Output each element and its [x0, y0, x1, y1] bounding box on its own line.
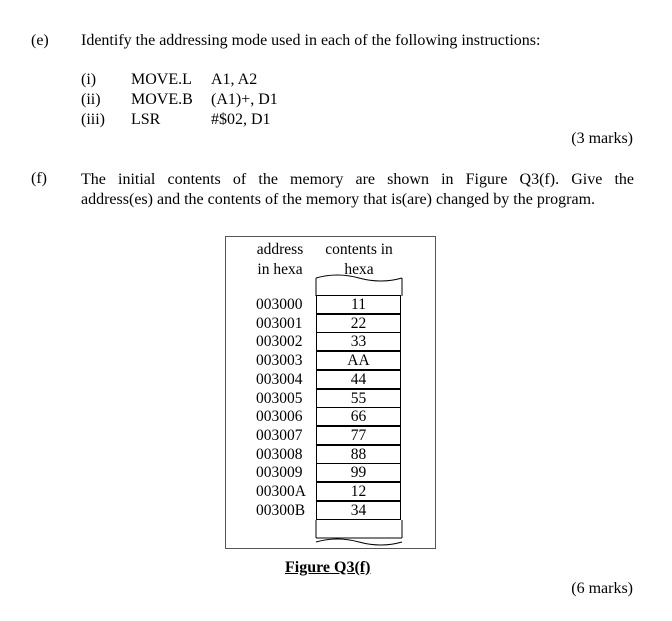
- memory-address: 003004: [256, 370, 303, 388]
- part-e-label: (e): [31, 32, 49, 49]
- instruction-opcode: MOVE.B: [131, 91, 193, 108]
- memory-address: 003006: [256, 408, 303, 426]
- instruction-number: (ii): [81, 91, 101, 108]
- memory-address: 003000: [256, 296, 303, 313]
- memory-cell: 11: [316, 295, 401, 314]
- header-line: in hexa: [257, 261, 303, 278]
- memory-cell: 22: [316, 314, 401, 333]
- memory-cell: 34: [316, 501, 401, 520]
- part-e-question: Identify the addressing mode used in each of the following instructions:: [81, 32, 541, 49]
- instruction-opcode: MOVE.L: [131, 71, 192, 88]
- memory-address: 003003: [256, 352, 303, 370]
- memory-cell: AA: [316, 351, 401, 370]
- memory-break-bottom: [315, 520, 403, 546]
- memory-cell: 66: [316, 407, 401, 426]
- memory-cell: 55: [316, 389, 401, 408]
- memory-address: 00300B: [256, 501, 306, 519]
- instruction-operands: #$02, D1: [211, 111, 271, 128]
- memory-cell: 77: [316, 426, 401, 445]
- memory-cell: 88: [316, 445, 401, 464]
- part-f-label: (f): [31, 170, 47, 187]
- memory-address: 00300A: [256, 483, 306, 500]
- memory-address: 003009: [256, 464, 303, 482]
- memory-cell: 12: [316, 482, 401, 501]
- memory-address: 003008: [256, 445, 303, 463]
- memory-address: 003007: [256, 426, 303, 444]
- instruction-number: (iii): [81, 111, 105, 128]
- memory-cell: 44: [316, 370, 401, 389]
- question-line: The initial contents of the memory are shown in Figure Q3(f). Give the: [81, 171, 634, 188]
- question-line: address(es) and the contents of the memory that is(are) changed by the program.: [81, 191, 596, 208]
- memory-address: 003005: [256, 389, 303, 407]
- memory-cell: 99: [316, 463, 401, 482]
- header-line: address: [256, 241, 304, 258]
- memory-break-top: [315, 272, 403, 296]
- part-f-marks: (6 marks): [571, 580, 633, 597]
- part-f-question: [81, 170, 634, 210]
- instruction-opcode: LSR: [131, 111, 161, 128]
- instruction-operands: A1, A2: [211, 71, 258, 88]
- instruction-number: (i): [81, 71, 97, 88]
- memory-address: 003002: [256, 333, 303, 351]
- memory-cell: 33: [316, 332, 401, 351]
- header-line: contents in: [325, 241, 393, 258]
- part-e-marks: (3 marks): [571, 130, 633, 147]
- header-line: hexa: [344, 261, 374, 278]
- instruction-operands: (A1)+, D1: [211, 91, 278, 108]
- memory-address: 003001: [256, 314, 303, 332]
- address-column-header: [246, 240, 314, 280]
- figure-caption: Figure Q3(f): [285, 559, 371, 576]
